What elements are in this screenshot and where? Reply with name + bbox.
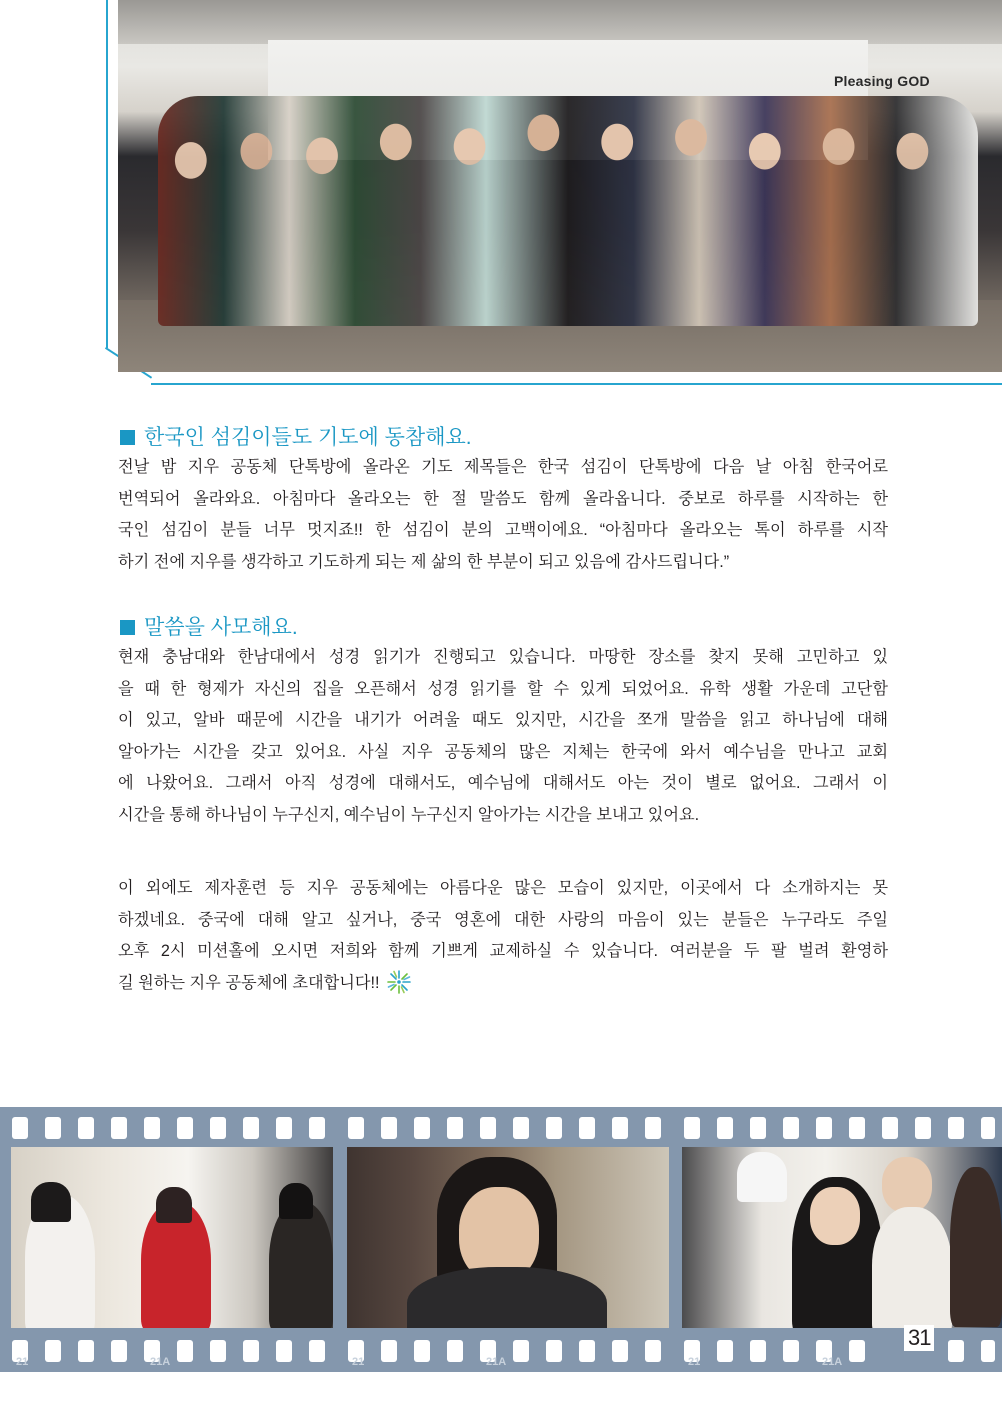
group-photo bbox=[118, 0, 1002, 372]
film-hole bbox=[717, 1117, 733, 1139]
film-hole bbox=[381, 1117, 397, 1139]
film-hole bbox=[750, 1117, 766, 1139]
film-edge-mark: 21 bbox=[688, 1356, 701, 1368]
text-line: 오후 2시 미션홀에 오시면 저희와 함께 기쁘게 교제하실 수 있습니다. 여러분을 두 팔 벌려 환영하 bbox=[118, 942, 888, 960]
square-bullet-icon bbox=[120, 430, 135, 445]
film-hole bbox=[177, 1117, 193, 1139]
section-title bbox=[118, 614, 888, 642]
square-bullet-icon bbox=[120, 620, 135, 635]
film-hole bbox=[243, 1340, 259, 1362]
film-hole bbox=[414, 1340, 430, 1362]
photo-figure bbox=[737, 1152, 787, 1202]
section-title-text: 한국인 섬김이들도 기도에 동참해요. bbox=[144, 426, 472, 449]
film-hole bbox=[948, 1117, 964, 1139]
film-edge-mark: 21 bbox=[352, 1356, 365, 1368]
film-hole bbox=[783, 1117, 799, 1139]
text-line: 하겠네요. 중국에 대해 알고 싶거나, 중국 영혼에 대한 사랑의 마음이 있는 분들은 누구라도 주일 bbox=[118, 910, 888, 929]
film-hole bbox=[717, 1340, 733, 1362]
film-edge-mark: 21A bbox=[822, 1356, 843, 1368]
section-prayer bbox=[118, 424, 888, 578]
running-title: Pleasing GOD bbox=[834, 73, 930, 89]
film-hole bbox=[783, 1340, 799, 1362]
film-edge-mark: 21 bbox=[16, 1356, 29, 1368]
text-line: 현재 충남대와 한남대에서 성경 읽기가 진행되고 있습니다. 마땅한 장소를 찾지 못해 고민하고 있 bbox=[118, 648, 888, 666]
photo-crowd bbox=[158, 96, 978, 326]
film-hole bbox=[645, 1117, 661, 1139]
film-photo-portrait bbox=[347, 1147, 669, 1328]
photo-ceiling bbox=[118, 0, 1002, 44]
film-hole bbox=[981, 1117, 995, 1139]
text-line: 번역되어 올라와요. 아침마다 올라오는 한 절 말씀도 함께 올라옵니다. 중보로 하루를 시작하는 한 bbox=[118, 489, 888, 508]
photo-figure bbox=[31, 1182, 71, 1222]
film-hole bbox=[579, 1117, 595, 1139]
text-line: 이 외에도 제자훈련 등 지우 공동체에는 아름다운 많은 모습이 있지만, 이곳에서 다 소개하지는 못 bbox=[118, 879, 888, 897]
film-hole bbox=[849, 1340, 865, 1362]
frame-line-left bbox=[106, 0, 108, 348]
film-hole bbox=[12, 1117, 28, 1139]
film-hole bbox=[915, 1117, 931, 1139]
film-hole bbox=[546, 1117, 562, 1139]
photo-figure bbox=[810, 1187, 860, 1245]
film-hole bbox=[579, 1340, 595, 1362]
film-hole bbox=[447, 1340, 463, 1362]
text-line: 에 나왔어요. 그래서 아직 성경에 대해서도, 예수님에 대해서도 아는 것이 별로 없어요. 그래서 이 bbox=[118, 774, 888, 792]
section-title-text: 말씀을 사모해요. bbox=[144, 616, 298, 639]
film-hole bbox=[513, 1117, 529, 1139]
film-hole bbox=[381, 1340, 397, 1362]
film-hole bbox=[546, 1340, 562, 1362]
film-hole bbox=[816, 1117, 832, 1139]
text-line: 길 원하는 지우 공동체에 초대합니다!! bbox=[118, 973, 380, 992]
film-hole bbox=[513, 1340, 529, 1362]
film-hole bbox=[45, 1340, 61, 1362]
section-title bbox=[118, 424, 888, 452]
film-hole bbox=[45, 1117, 61, 1139]
film-hole bbox=[309, 1340, 325, 1362]
film-hole bbox=[210, 1117, 226, 1139]
text-line: 시간을 통해 하나님이 누구신지, 예수님이 누구신지 알아가는 시간을 보내고 있어요. bbox=[118, 805, 700, 824]
text-line-with-icon bbox=[118, 968, 888, 1000]
film-edge-mark: 21A bbox=[486, 1356, 507, 1368]
frame-line-bottom bbox=[151, 383, 1002, 385]
photo-figure bbox=[950, 1167, 1002, 1327]
film-hole bbox=[177, 1340, 193, 1362]
film-holes-top bbox=[0, 1117, 1002, 1139]
paragraph bbox=[118, 452, 888, 578]
text-line: 이 있고, 알바 때문에 시간을 내기가 어려울 때도 있지만, 시간을 쪼개 말씀을 읽고 하나님에 대해 bbox=[118, 711, 888, 729]
film-hole bbox=[348, 1117, 364, 1139]
photo-figure bbox=[269, 1202, 333, 1328]
film-hole bbox=[78, 1117, 94, 1139]
film-edge-mark: 21A bbox=[150, 1356, 171, 1368]
text-line: 알아가는 시간을 갖고 있어요. 사실 지우 공동체의 많은 지체는 한국에 와서 예수님을 만나고 교회 bbox=[118, 742, 888, 761]
film-hole bbox=[849, 1117, 865, 1139]
film-hole bbox=[111, 1340, 127, 1362]
photo-figure bbox=[156, 1187, 192, 1223]
film-hole bbox=[276, 1117, 292, 1139]
film-hole bbox=[612, 1117, 628, 1139]
film-hole bbox=[684, 1117, 700, 1139]
film-hole bbox=[111, 1117, 127, 1139]
sparkle-icon bbox=[386, 969, 412, 995]
film-hole bbox=[309, 1117, 325, 1139]
text-line: 국인 섬김이 분들 너무 멋지죠!! 한 섬김이 분의 고백이에요. “아침마다 올라오는 톡이 하루를 시작 bbox=[118, 521, 888, 539]
page-number: 31 bbox=[904, 1325, 934, 1351]
photo-figure bbox=[872, 1207, 952, 1328]
paragraph bbox=[118, 642, 888, 831]
film-hole bbox=[981, 1340, 995, 1362]
film-hole bbox=[276, 1340, 292, 1362]
film-strip bbox=[0, 1107, 1002, 1372]
film-photo-hallway bbox=[11, 1147, 333, 1328]
photo-figure bbox=[407, 1267, 607, 1328]
paragraph bbox=[118, 873, 888, 999]
film-hole bbox=[144, 1117, 160, 1139]
film-hole bbox=[447, 1117, 463, 1139]
film-hole bbox=[612, 1340, 628, 1362]
text-line: 을 때 한 형제가 자신의 집을 오픈해서 성경 읽기를 할 수 있게 되었어요. 유학 생활 가운데 고단함 bbox=[118, 679, 888, 698]
film-photo-group bbox=[682, 1147, 1002, 1328]
photo-figure bbox=[279, 1183, 313, 1219]
film-hole bbox=[882, 1117, 898, 1139]
film-hole bbox=[78, 1340, 94, 1362]
section-closing bbox=[118, 873, 888, 999]
film-hole bbox=[750, 1340, 766, 1362]
text-line: 하기 전에 지우를 생각하고 기도하게 되는 제 삶의 한 부분이 되고 있음에 감사드립니다.” bbox=[118, 552, 730, 571]
section-word bbox=[118, 614, 888, 831]
film-hole bbox=[480, 1117, 496, 1139]
film-hole bbox=[210, 1340, 226, 1362]
film-hole bbox=[414, 1117, 430, 1139]
film-hole bbox=[645, 1340, 661, 1362]
film-hole bbox=[243, 1117, 259, 1139]
film-hole bbox=[948, 1340, 964, 1362]
photo-figure bbox=[882, 1157, 932, 1213]
text-line: 전날 밤 지우 공동체 단톡방에 올라온 기도 제목들은 한국 섬김이 단톡방에 다음 날 아침 한국어로 bbox=[118, 458, 888, 476]
